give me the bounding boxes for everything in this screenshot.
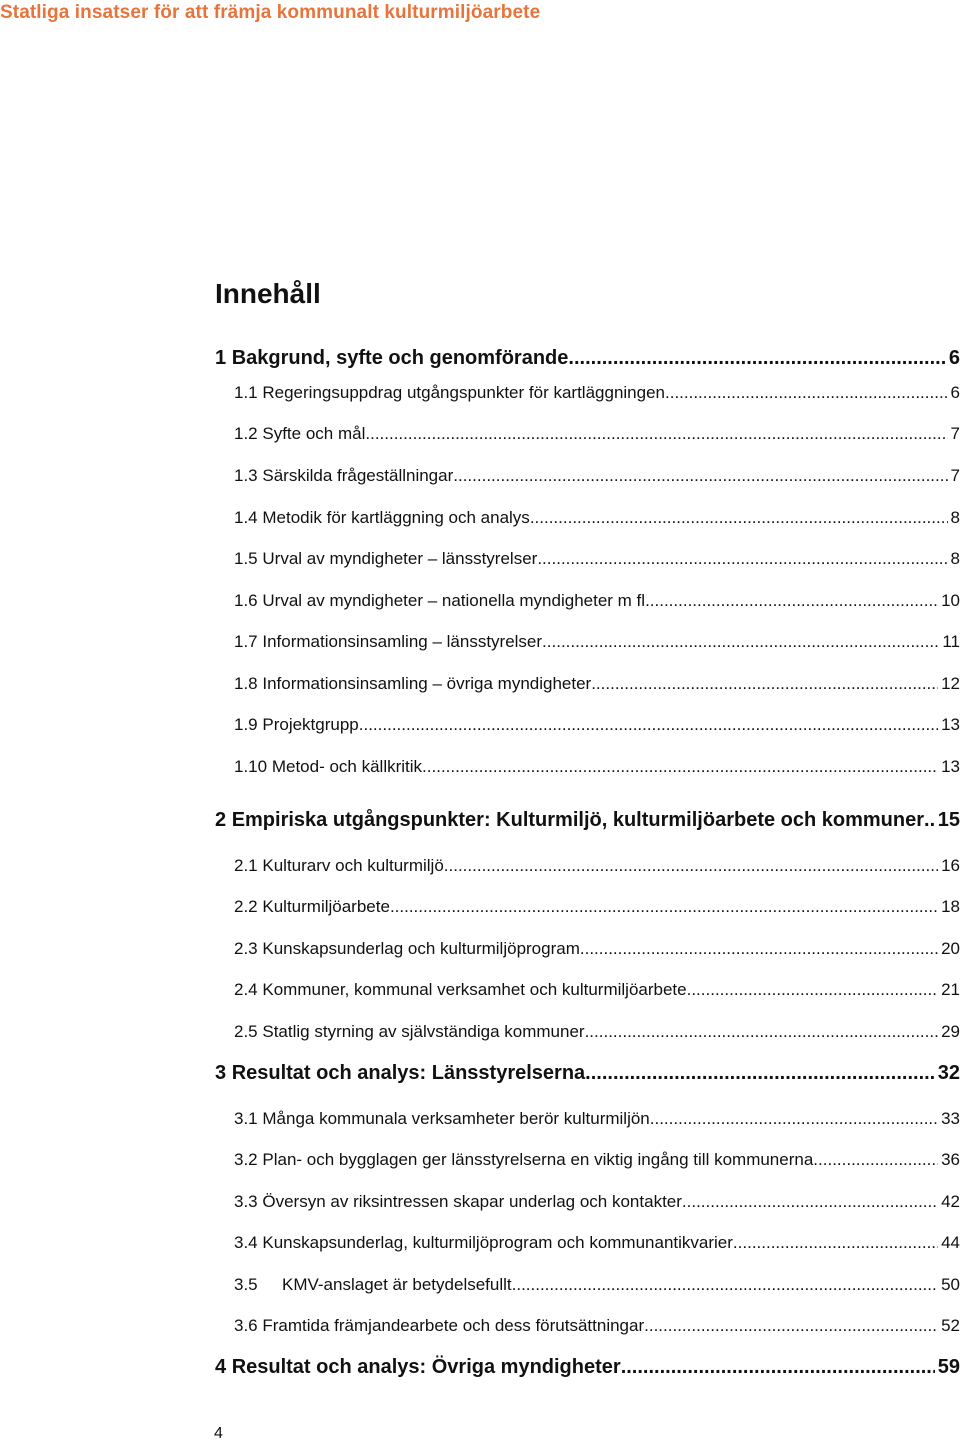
toc-dot-leader	[665, 383, 948, 403]
toc-dot-leader	[924, 809, 935, 832]
page-number: 4	[214, 1425, 223, 1442]
toc-entry-title: Urval av myndigheter – nationella myndigheter m fl	[262, 591, 646, 610]
toc-entry-number: 1.6	[234, 591, 258, 610]
toc-dot-leader	[444, 856, 938, 876]
toc-dot-leader	[687, 980, 938, 1000]
toc-dot-leader	[568, 347, 945, 370]
toc-dot-leader	[644, 1316, 938, 1336]
toc-entry-number: 3.5	[234, 1275, 258, 1294]
toc-entry-number: 2.5	[234, 1022, 258, 1041]
toc-entry[interactable]	[234, 1316, 960, 1336]
toc-entry-number: 2.1	[234, 856, 258, 875]
toc-entry-number: 2.2	[234, 897, 258, 916]
toc-entry[interactable]	[234, 508, 960, 528]
toc-entry[interactable]	[234, 897, 960, 917]
toc-entry-number: 3.2	[234, 1150, 258, 1169]
toc-entry-page: 21	[941, 980, 960, 999]
toc-entry-title: Kulturmiljöarbete	[262, 897, 390, 916]
toc-entry[interactable]	[234, 939, 960, 959]
toc-dot-leader	[390, 897, 938, 917]
toc-entry-number: 3	[215, 1062, 227, 1084]
toc-entry-page: 44	[941, 1233, 960, 1252]
toc-entry[interactable]	[234, 1275, 960, 1295]
toc-entry-number: 1.5	[234, 549, 258, 568]
toc-entry-page: 15	[937, 809, 960, 831]
toc-entry-number: 1.10	[234, 757, 268, 776]
toc-entry-page: 13	[941, 715, 960, 734]
toc-entry[interactable]	[234, 1150, 960, 1170]
toc-dot-leader	[621, 1356, 935, 1379]
toc-entry-title: Resultat och analys: Länsstyrelserna	[231, 1062, 586, 1084]
toc-entry[interactable]	[234, 1109, 960, 1129]
toc-entry-title: KMV-anslaget är betydelsefullt	[282, 1275, 512, 1294]
toc-entry-number: 1.4	[234, 508, 258, 527]
toc-entry-page: 29	[941, 1022, 960, 1041]
toc-entry-page: 50	[941, 1275, 960, 1294]
toc-entry-number: 2	[215, 809, 227, 831]
toc-entry[interactable]	[234, 980, 960, 1000]
toc-entry-page: 8	[950, 508, 960, 527]
toc-entry-page: 11	[942, 632, 960, 651]
toc-entry[interactable]	[234, 424, 960, 444]
toc-entry[interactable]	[215, 1356, 960, 1379]
toc-entry-number: 1.8	[234, 674, 258, 693]
toc-entry-title: Plan- och bygglagen ger länsstyrelserna en viktig ingång till kommunerna	[262, 1150, 814, 1169]
toc-entry[interactable]	[234, 591, 960, 611]
toc-entry-title: Resultat och analys: Övriga myndigheter	[231, 1356, 621, 1378]
toc-entry-title: Framtida främjandearbete och dess förutsättningar	[262, 1316, 645, 1335]
toc-dot-leader	[359, 715, 938, 735]
toc-dot-leader	[682, 1192, 938, 1212]
toc-entry[interactable]	[234, 383, 960, 403]
toc-entry-number: 2.4	[234, 980, 258, 999]
toc-entry-title: Urval av myndigheter – länsstyrelser	[262, 549, 538, 568]
toc-entry-title: Informationsinsamling – länsstyrelser	[262, 632, 543, 651]
toc-entry-title: Regeringsuppdrag utgångspunkter för kartläggningen	[262, 383, 665, 402]
toc-entry-number: 1	[215, 347, 227, 369]
toc-entry-number: 1.9	[234, 715, 258, 734]
toc-dot-leader	[591, 674, 938, 694]
toc-entry[interactable]	[215, 809, 960, 832]
toc-entry-page: 7	[950, 424, 960, 443]
toc-entry[interactable]	[234, 715, 960, 735]
toc-entry[interactable]	[234, 1233, 960, 1253]
toc-entry[interactable]	[215, 347, 960, 370]
toc-entry-page: 20	[941, 939, 960, 958]
toc-entry-page: 32	[937, 1062, 960, 1084]
toc-entry-number: 1.1	[234, 383, 258, 402]
toc-entry-number: 2.3	[234, 939, 258, 958]
toc-dot-leader	[542, 632, 939, 652]
toc-entry-page: 6	[950, 383, 960, 402]
toc-entry-page: 59	[937, 1356, 960, 1378]
toc-entry[interactable]	[234, 674, 960, 694]
toc-entry[interactable]	[234, 632, 960, 652]
toc-entry-number: 3.6	[234, 1316, 258, 1335]
toc-entry-page: 10	[941, 591, 960, 610]
running-header: Statliga insatser för att främja kommunalt kulturmiljöarbete	[0, 2, 541, 23]
toc-entry-title: Särskilda frågeställningar	[262, 466, 454, 485]
toc-entry-title: Syfte och mål	[262, 424, 366, 443]
toc-entry-page: 12	[941, 674, 960, 693]
toc-entry-page: 7	[950, 466, 960, 485]
toc-entry[interactable]	[234, 466, 960, 486]
toc-entry-title: Många kommunala verksamheter berör kulturmiljön	[262, 1109, 650, 1128]
toc-entry-title: Statlig styrning av självständiga kommuner	[262, 1022, 585, 1041]
toc-entry-title: Kunskapsunderlag, kulturmiljöprogram och kommunantikvarier	[262, 1233, 733, 1252]
toc-entry-page: 6	[948, 347, 960, 369]
toc-entry-title: Bakgrund, syfte och genomförande	[231, 347, 569, 369]
toc-entry-page: 16	[941, 856, 960, 875]
toc-entry-number: 3.3	[234, 1192, 258, 1211]
toc-dot-leader	[813, 1150, 938, 1170]
toc-entry-page: 13	[941, 757, 960, 776]
toc-dot-leader	[733, 1233, 938, 1253]
toc-entry-number: 1.7	[234, 632, 258, 651]
toc-dot-leader	[650, 1109, 938, 1129]
toc-entry[interactable]	[234, 549, 960, 569]
toc-entry-page: 42	[941, 1192, 960, 1211]
toc-dot-leader	[585, 1062, 935, 1085]
toc-entry-title: Metod- och källkritik	[271, 757, 423, 776]
toc-entry-title: Projektgrupp	[262, 715, 359, 734]
toc-dot-leader	[580, 939, 938, 959]
toc-dot-leader	[585, 1022, 939, 1042]
toc-entry-number: 4	[215, 1356, 227, 1378]
toc-entry-number: 3.4	[234, 1233, 258, 1252]
toc-entry-page: 8	[950, 549, 960, 568]
toc-entry-title: Översyn av riksintressen skapar underlag och kontakter	[262, 1192, 682, 1211]
toc-entry-title: Metodik för kartläggning och analys	[262, 508, 530, 527]
toc-entry-title: Kulturarv och kulturmiljö	[262, 856, 444, 875]
toc-title: Innehåll	[215, 278, 321, 309]
toc-entry-title: Informationsinsamling – övriga myndigheter	[262, 674, 592, 693]
toc-dot-leader	[537, 549, 947, 569]
toc-entry[interactable]	[234, 1192, 960, 1212]
toc-entry-title: Empiriska utgångspunkter: Kulturmiljö, kulturmiljöarbete och kommuner	[231, 809, 925, 831]
toc-entry-number: 1.2	[234, 424, 258, 443]
toc-entry-page: 33	[941, 1109, 960, 1128]
toc-entry-title: Kommuner, kommunal verksamhet och kulturmiljöarbete	[262, 980, 687, 999]
toc-entry-title: Kunskapsunderlag och kulturmiljöprogram	[262, 939, 580, 958]
toc-dot-leader	[645, 591, 938, 611]
toc-entry[interactable]	[234, 856, 960, 876]
toc-dot-leader	[453, 466, 947, 486]
toc-entry-number: 1.3	[234, 466, 258, 485]
toc-entry-page: 36	[941, 1150, 960, 1169]
toc-dot-leader	[530, 508, 948, 528]
toc-entry-number: 3.1	[234, 1109, 258, 1128]
toc-entry[interactable]	[215, 1062, 960, 1085]
toc-entry[interactable]	[234, 757, 960, 777]
toc-entry-page: 18	[941, 897, 960, 916]
toc-dot-leader	[512, 1275, 938, 1295]
toc-dot-leader	[422, 757, 938, 777]
toc-entry-page: 52	[941, 1316, 960, 1335]
toc-entry[interactable]	[234, 1022, 960, 1042]
toc-dot-leader	[365, 424, 947, 444]
